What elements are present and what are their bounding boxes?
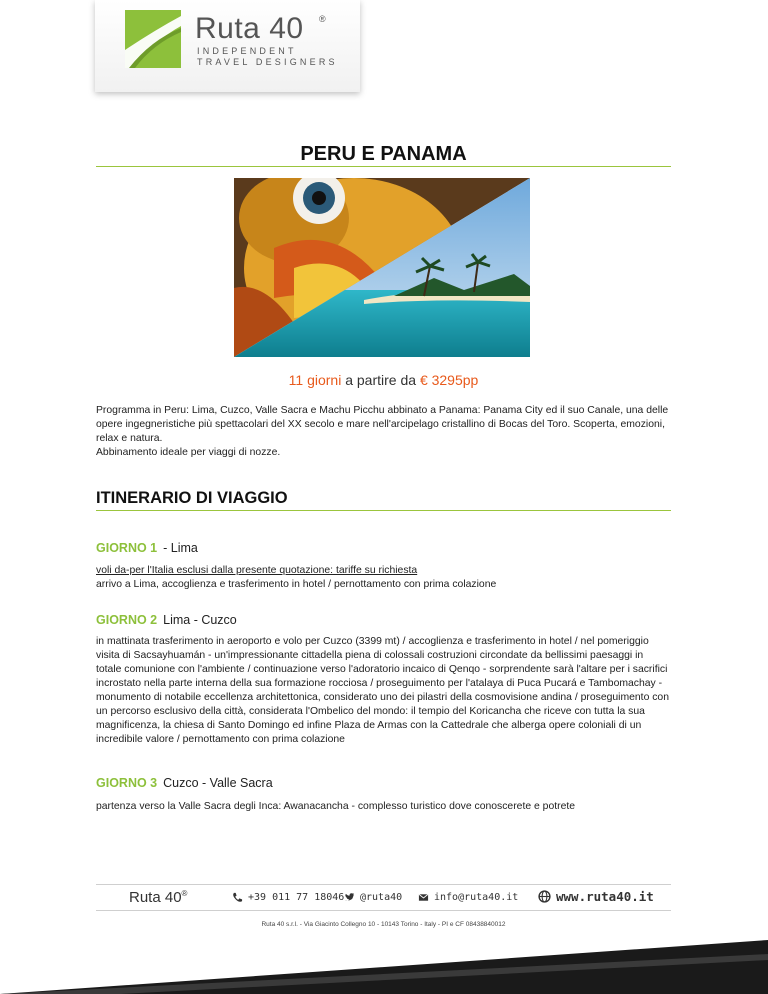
itinerary-divider (96, 510, 671, 511)
footer-website[interactable] (538, 889, 654, 904)
phone-icon (232, 892, 243, 903)
day-2-number: GIORNO 2 (96, 613, 158, 627)
price-from-label: a partire da (341, 372, 420, 388)
day-2-heading (96, 613, 237, 627)
footer-address: Ruta 40 s.r.l. - Via Giacinto Collegno 10 - 10143 Torino - Italy - PI e CF 08438840012 (261, 921, 506, 928)
hero-image (234, 178, 530, 357)
day-1-description: arrivo a Lima, accoglienza e trasferimento in hotel / pernottamento con prima colazione (96, 579, 497, 590)
page-title: PERU E PANAMA (300, 143, 467, 165)
footer-phone-text: +39 011 77 18046 (248, 892, 345, 903)
footer-brand-reg: ® (181, 889, 188, 898)
trip-duration: 11 giorni (288, 372, 342, 388)
day-1-number: GIORNO 1 (96, 541, 158, 555)
footer-brand-name: Ruta 40 (129, 889, 182, 906)
day-1-text (96, 564, 671, 592)
footer-email-text: info@ruta40.it (434, 892, 519, 903)
intro-text: Programma in Peru: Lima, Cuzco, Valle Sacra e Machu Picchu abbinato a Panama: Panama City ed il suo Canale, una delle opere ingegneristiche più spettacolari del XX secolo e mare nell'arcipelago cristallino di Bocas del Toro. Scoperta, emozioni, relax e natura. (96, 405, 669, 444)
ruta40-logo-mark-icon (125, 10, 181, 68)
mail-icon (418, 892, 429, 903)
day-2-place: Lima - Cuzco (163, 613, 237, 627)
footer-divider-bottom (96, 910, 671, 911)
twitter-icon (344, 892, 355, 903)
logo-tagline-1: INDEPENDENT (197, 46, 297, 56)
day-3-heading (96, 776, 273, 790)
globe-icon (538, 890, 551, 903)
day-1-place: - Lima (163, 541, 198, 555)
footer-email[interactable] (418, 892, 518, 903)
price-line (96, 372, 671, 388)
day-3-place: Cuzco - Valle Sacra (163, 776, 273, 790)
footer-twitter[interactable] (344, 892, 402, 903)
logo-card (95, 0, 360, 92)
page-corner-decoration (0, 930, 768, 994)
itinerary-title: ITINERARIO DI VIAGGIO (96, 489, 288, 507)
footer-phone[interactable] (232, 892, 344, 903)
logo-tagline-2: TRAVEL DESIGNERS (197, 57, 338, 67)
day-3-description: partenza verso la Valle Sacra degli Inca: Awanacancha - complesso turistico dove conoscerete e potrete (96, 801, 576, 812)
intro-line-2: Abbinamento ideale per viaggi di nozze. (96, 447, 281, 458)
intro-paragraph (96, 404, 671, 460)
footer-brand (129, 889, 187, 906)
day-3-number: GIORNO 3 (96, 776, 158, 790)
footer-twitter-text: @ruta40 (360, 892, 403, 903)
footer-website-text: www.ruta40.it (556, 889, 654, 904)
day-2-description: in mattinata trasferimento in aeroporto e volo per Cuzco (3399 mt) / accoglienza e trasferimento in hotel / nel pomeriggio visita di Sacsayhuamán - un'impressionante cittadella piena di colossali costruzioni circondate da bellissimi paesaggi in totale comunione con l'ambiente / continuazione verso l'adoratorio incaico di Qenqo - sorprendente sarà l'altare per i sacrifici incrostato nella parte interna della sua formazione rocciosa / proseguimento per l'atalaya di Puca Pucará e Tambomachay - monumento di notabile eccellenza architettonica, considerato uno dei pilastri della cosmovisione andina / proseguimento con un percorso esclusivo della città, considerata l'Ombelico del mondo: il tempio del Koricancha che riceve con tutta la sua magnificenza, la chiesa di Santo Domingo ed infine Plaza de Armas con la Cattedrale che alberga opere coloniali di un incredibile valore / pernottamento con prima colazione (96, 636, 669, 745)
trip-price: € 3295pp (419, 372, 479, 388)
title-divider (96, 166, 671, 167)
day-1-note: voli da-per l'Italia esclusi dalla presente quotazione: tariffe su richiesta (96, 565, 418, 576)
footer-divider-top (96, 884, 671, 885)
day-1-heading (96, 541, 198, 555)
logo-registered-mark: ® (319, 14, 326, 24)
logo-name: Ruta 40 (195, 12, 304, 45)
